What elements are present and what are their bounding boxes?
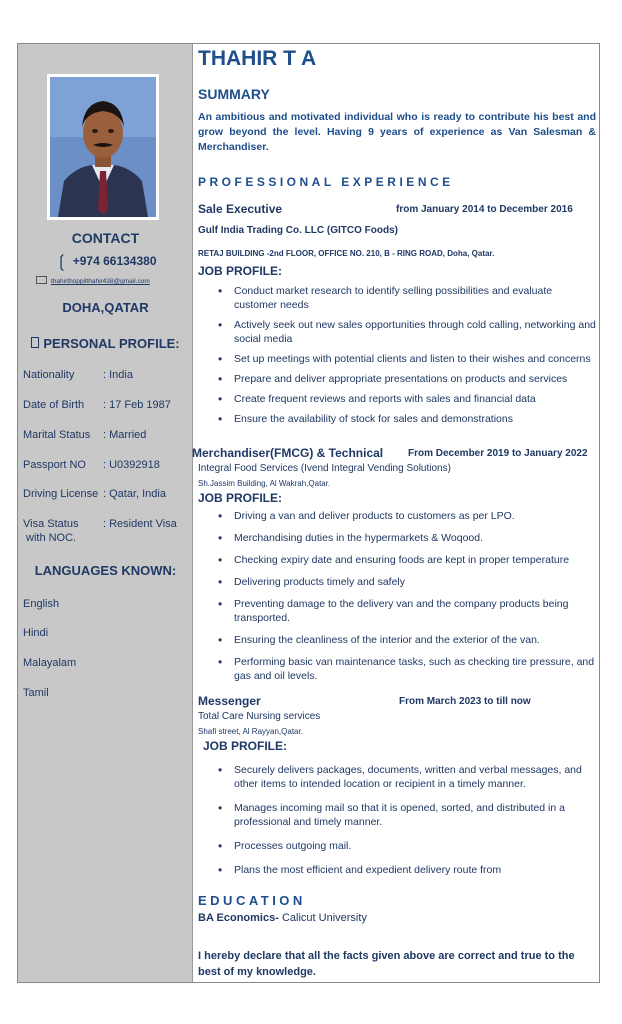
language-item: Tamil xyxy=(23,687,49,699)
company-address: RETAJ BUILDING -2nd FLOOR, OFFICE NO. 210, B - RING ROAD, Doha, Qatar. xyxy=(198,249,495,258)
phone-number[interactable]: +974 66134380 xyxy=(72,254,157,268)
profile-value: : Resident Visa xyxy=(103,518,177,530)
main-content xyxy=(194,44,599,982)
experience-heading: PROFESSIONAL EXPERIENCE xyxy=(198,175,454,189)
company-address: Sh.Jassim Building, Al Wakrah,Qatar. xyxy=(198,479,331,488)
profile-value: : Married xyxy=(103,429,147,441)
profile-key: Passport NO xyxy=(23,459,86,471)
duty-item: • Securely delivers packages, documents, written and verbal messages, and other items to intended location or recipient in a timely manner. xyxy=(194,763,599,791)
profile-key: Marital Status xyxy=(23,429,91,441)
summary-heading: SUMMARY xyxy=(198,86,270,102)
duty-item: • Set up meetings with potential clients and listen to their wishes and concerns xyxy=(194,352,599,366)
envelope-icon xyxy=(36,276,47,284)
profile-key: Nationality xyxy=(23,369,75,381)
duty-item: • Actively seek out new sales opportunities through cold calling, networking and social media xyxy=(194,318,599,346)
company-name: Gulf India Trading Co. LLC (GITCO Foods) xyxy=(198,225,398,236)
education-school: Calicut University xyxy=(278,912,367,924)
declaration-text: I hereby declare that all the facts given above are correct and true to the best of my knowledge. xyxy=(198,950,575,978)
job-duties-list xyxy=(194,284,599,426)
profile-value: : U0392918 xyxy=(103,459,160,471)
job-profile-label: JOB PROFILE: xyxy=(203,739,288,753)
profile-row-visa-extra: with NOC. xyxy=(26,532,77,544)
company-name: Integral Food Services (Ivend Integral Vending Solutions) xyxy=(198,463,451,474)
education-degree: BA Economics- xyxy=(198,912,279,924)
job-dates: from January 2014 to December 2016 xyxy=(396,204,573,215)
company-address: Shafi street, Al Rayyan,Qatar. xyxy=(198,727,303,736)
duty-item: • Prepare and deliver appropriate presentations on products and services xyxy=(194,372,599,386)
job-title: Merchandiser(FMCG) & Technical xyxy=(192,446,384,460)
profile-row-nationality xyxy=(23,369,133,381)
job-profile-label: JOB PROFILE: xyxy=(198,264,283,278)
profile-value: : Qatar, India xyxy=(103,488,166,500)
job-title: Messenger xyxy=(198,694,261,708)
email-link[interactable]: thahirthoppilthahir438@gmail.com xyxy=(51,278,150,285)
checkbox-icon xyxy=(31,337,39,348)
duty-item: • Delivering products timely and safely xyxy=(194,575,599,589)
duty-item: • Checking expiry date and ensuring foods are kept in proper temperature xyxy=(194,553,599,567)
duty-item: • Manages incoming mail so that it is opened, sorted, and distributed in a professional and timely manner. xyxy=(194,801,599,829)
profile-value: : 17 Feb 1987 xyxy=(103,399,171,411)
duty-item: • Preventing damage to the delivery van and the company products being transported. xyxy=(194,597,599,625)
job-title: Sale Executive xyxy=(198,202,283,216)
personal-profile-heading xyxy=(18,336,193,351)
languages-heading: LANGUAGES KNOWN: xyxy=(34,563,177,578)
duty-item: • Ensuring the cleanliness of the interior and the exterior of the van. xyxy=(194,633,599,647)
job-duties-list xyxy=(194,763,599,877)
duty-item: • Driving a van and deliver products to customers as per LPO. xyxy=(194,509,599,523)
phone-icon: ❲ xyxy=(54,252,69,271)
profile-row-passport xyxy=(23,459,160,471)
profile-key: Date of Birth xyxy=(23,399,85,411)
profile-row-license xyxy=(23,488,166,500)
city-label: DOHA,QATAR xyxy=(62,300,149,315)
profile-key: Visa Status xyxy=(23,518,79,530)
education-line xyxy=(198,912,367,924)
duty-item: • Merchandising duties in the hypermarkets & Woqood. xyxy=(194,531,599,545)
summary-text: An ambitious and motivated individual who is ready to contribute his best and grow beyond the level. Having 9 years of experience as Van Salesman & Merchandiser. xyxy=(198,111,596,153)
phone-line xyxy=(18,252,193,272)
language-item: Malayalam xyxy=(23,657,77,669)
contact-heading: CONTACT xyxy=(71,230,140,246)
profile-key: Driving License xyxy=(23,488,99,500)
candidate-name: THAHIR T A xyxy=(198,47,317,70)
duty-item: • Create frequent reviews and reports with sales and financial data xyxy=(194,392,599,406)
sidebar xyxy=(18,44,193,982)
language-item: Hindi xyxy=(23,627,49,639)
resume-page xyxy=(17,43,600,983)
company-name: Total Care Nursing services xyxy=(198,711,321,722)
duty-item: • Conduct market research to identify selling possibilities and evaluate customer needs xyxy=(194,284,599,312)
profile-row-marital xyxy=(23,429,146,441)
job-dates: From March 2023 to till now xyxy=(399,696,531,707)
personal-profile-title: PERSONAL PROFILE: xyxy=(43,336,180,351)
profile-row-dob xyxy=(23,399,171,411)
profile-photo xyxy=(47,74,159,220)
education-heading: EDUCATION xyxy=(198,893,306,908)
job-profile-label: JOB PROFILE: xyxy=(198,491,283,505)
duty-item: • Ensure the availability of stock for sales and demonstrations xyxy=(194,412,599,426)
profile-row-visa xyxy=(23,518,177,530)
language-item: English xyxy=(23,598,60,610)
profile-value: : India xyxy=(103,369,133,381)
portrait-image xyxy=(50,77,156,217)
duty-item: • Plans the most efficient and expedient delivery route from xyxy=(194,863,599,877)
duty-item: • Performing basic van maintenance tasks, such as checking tire pressure, and gas and oil levels. xyxy=(194,655,599,683)
job-duties-list xyxy=(194,509,599,683)
job-dates: From December 2019 to January 2022 xyxy=(408,448,588,459)
duty-item: • Processes outgoing mail. xyxy=(194,839,599,853)
email-line xyxy=(36,276,150,285)
